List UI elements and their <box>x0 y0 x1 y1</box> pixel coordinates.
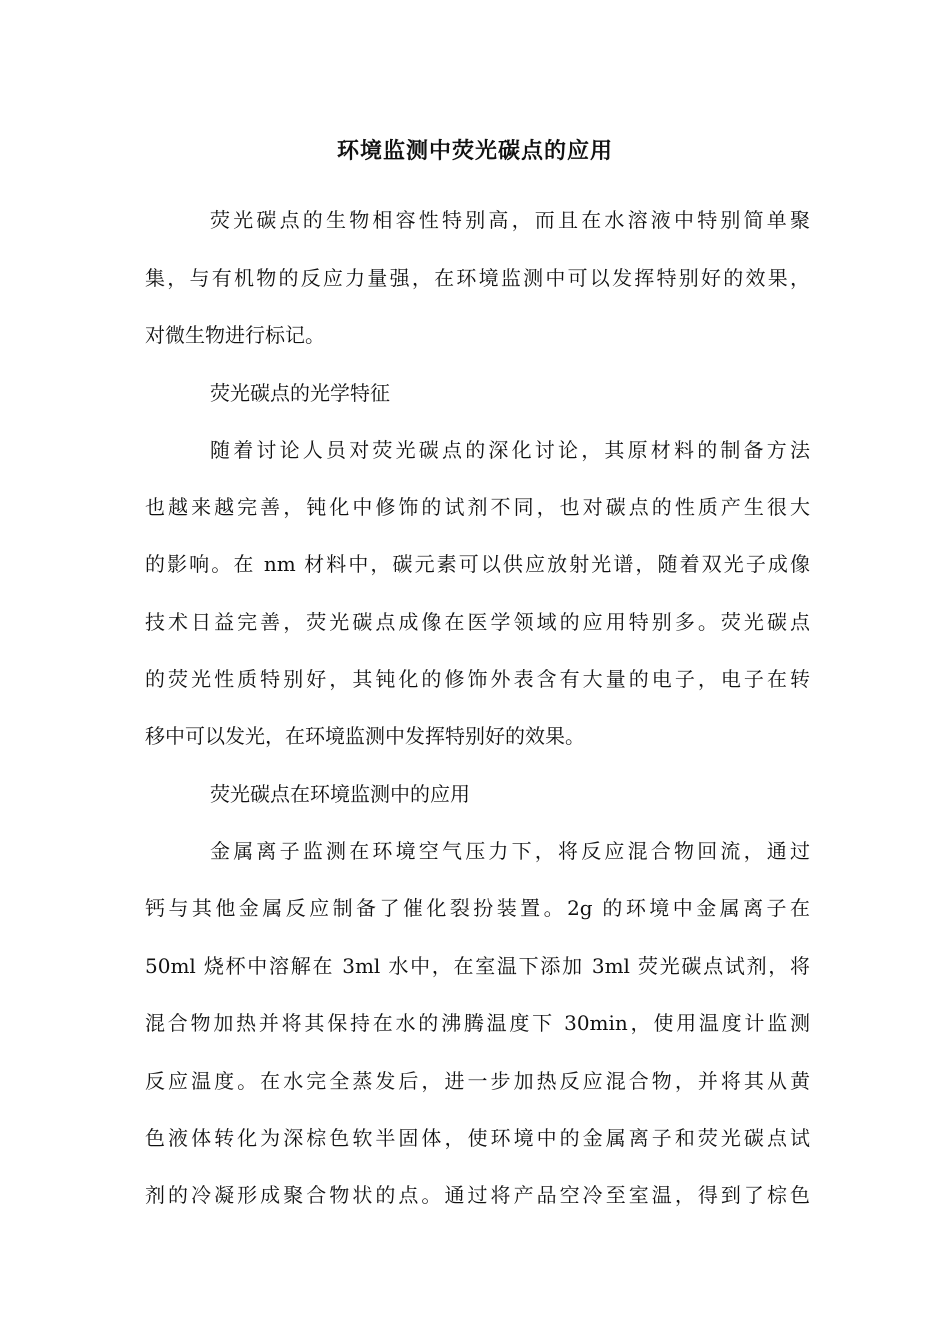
paragraph-3-line-3: 50ml 烧杯中溶解在 3ml 水中，在室温下添加 3ml 荧光碳点试剂，将 <box>145 954 810 978</box>
paragraph-1-line-2: 集，与有机物的反应力量强，在环境监测中可以发挥特别好的效果， <box>145 266 810 290</box>
paragraph-1-line-3: 对微生物进行标记。 <box>145 323 325 347</box>
paragraph-3-line-1: 金属离子监测在环境空气压力下，将反应混合物回流，通过 <box>210 839 810 863</box>
paragraph-3-line-4: 混合物加热并将其保持在水的沸腾温度下 30min，使用温度计监测 <box>145 1011 810 1035</box>
paragraph-3-line-6: 色液体转化为深棕色软半固体，使环境中的金属离子和荧光碳点试 <box>145 1126 810 1150</box>
paragraph-3-line-7: 剂的冷凝形成聚合物状的点。通过将产品空冷至室温，得到了棕色 <box>145 1183 810 1207</box>
paragraph-2-line-1: 随着讨论人员对荧光碳点的深化讨论，其原材料的制备方法 <box>210 438 810 462</box>
paragraph-3-line-2: 钙与其他金属反应制备了催化裂扮装置。2g 的环境中金属离子在 <box>145 896 810 920</box>
paragraph-1-line-1: 荧光碳点的生物相容性特别高，而且在水溶液中特别简单聚 <box>210 208 810 232</box>
paragraph-2-line-5: 的荧光性质特别好，其钝化的修饰外表含有大量的电子，电子在转 <box>145 667 810 691</box>
paragraph-2-line-6: 移中可以发光，在环境监测中发挥特别好的效果。 <box>145 724 585 748</box>
document-title: 环境监测中荧光碳点的应用 <box>336 138 613 164</box>
section-heading-optical-features: 荧光碳点的光学特征 <box>210 381 390 405</box>
paragraph-2-line-4: 技术日益完善，荧光碳点成像在医学领域的应用特别多。荧光碳点 <box>145 610 810 634</box>
paragraph-3-line-5: 反应温度。在水完全蒸发后，进一步加热反应混合物，并将其从黄 <box>145 1069 810 1093</box>
paragraph-2-line-3: 的影响。在 nm 材料中，碳元素可以供应放射光谱，随着双光子成像 <box>145 552 810 576</box>
section-heading-environmental-application: 荧光碳点在环境监测中的应用 <box>210 782 470 806</box>
paragraph-2-line-2: 也越来越完善，钝化中修饰的试剂不同，也对碳点的性质产生很大 <box>145 495 810 519</box>
